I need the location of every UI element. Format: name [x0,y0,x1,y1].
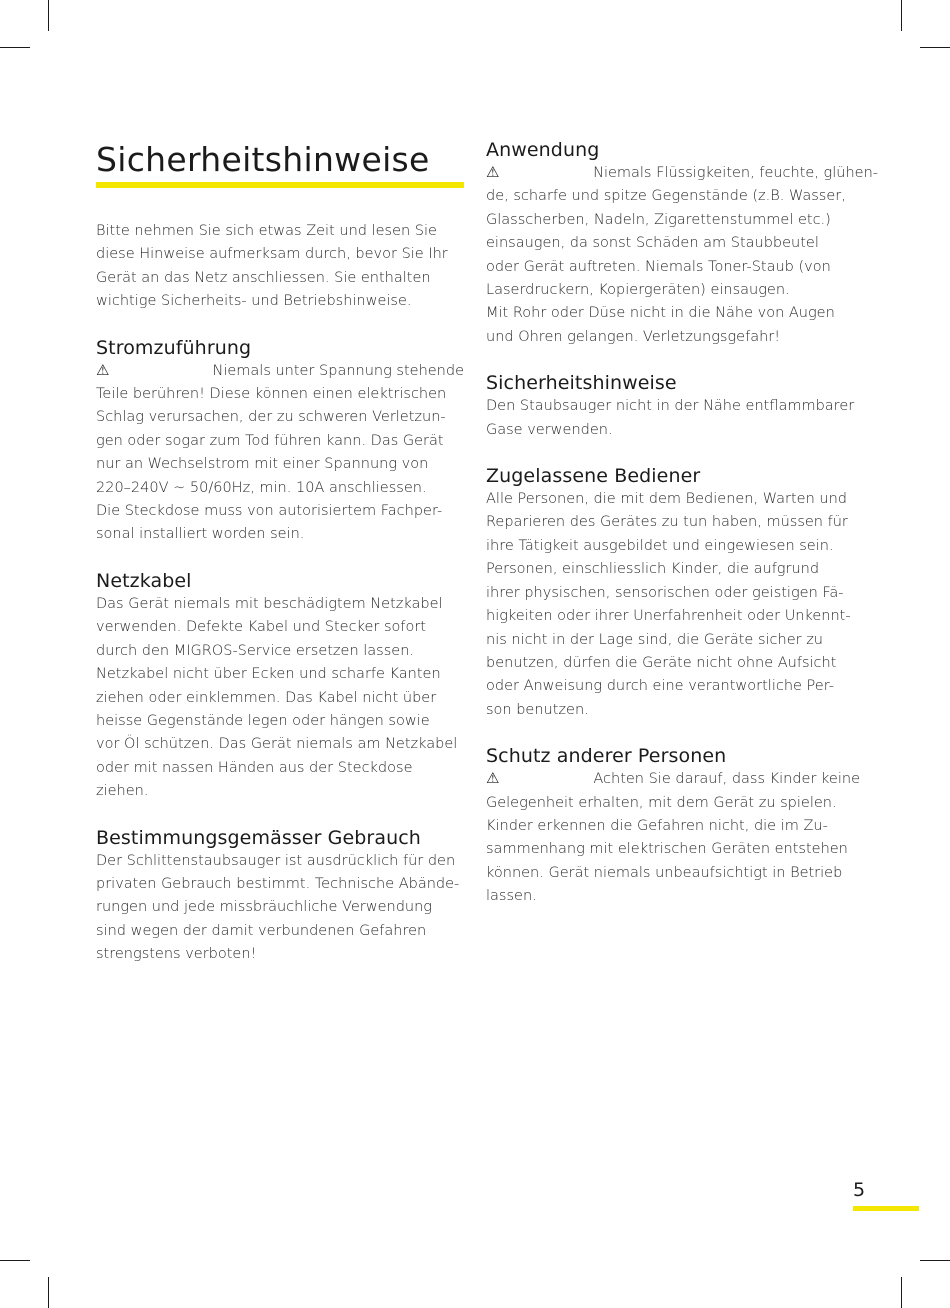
intro-paragraph: Bitte nehmen Sie sich etwas Zeit und lesen Sie diese Hinweise aufmerksam durch, bevor Sie Ihr Gerät an das Netz anschliessen. Sie enthalten wichtige Sicherheits- und Betriebshinweise. [96,223,448,310]
warning-line [486,768,878,791]
section-sicherheitshinweise [486,371,878,442]
left-column [96,138,464,967]
section-stromzufuehrung [96,336,464,547]
warning-text: Niemals unter Spannung stehende [212,362,464,379]
section-body: Der Schlittenstaubsauger ist ausdrücklich für den privaten Gebrauch bestimmt. Technische Abände- rungen und jede missbräuchliche Verwendung sind wegen der damit verbundenen Gefahren strengstens verboten! [96,852,460,963]
warning-text: Niemals Flüssigkeiten, feuchte, glühen- [593,165,878,181]
section-heading: Stromzuführung [96,336,252,359]
section-heading: Bestimmungsgemässer Gebrauch [96,826,421,849]
crop-mark-bottom-right-horizontal [920,1260,950,1261]
crop-mark-bottom-left-vertical [48,1277,49,1308]
warning-triangle-icon: ⚠ [486,769,500,788]
crop-mark-bottom-left-horizontal [0,1260,30,1261]
page-number-underline [853,1206,919,1211]
section-body: Das Gerät niemals mit beschädigtem Netzkabel verwenden. Defekte Kabel und Stecker sofort durch den MIGROS-Service ersetzen lassen. Netzkabel nicht über Ecken und scharfe Kanten ziehen oder einklemmen. Das Kabel nicht über heisse Gegenstände legen oder hängen sowie vor Öl schützen. Das Gerät niemals am Netzkabel oder mit nassen Händen aus der Steckdose ziehen. [96,595,458,800]
section-body: Den Staubsauger nicht in der Nähe entflammbarer Gase verwenden. [486,398,855,438]
warning-triangle-icon: ⚠ [96,360,110,379]
section-anwendung [486,138,878,349]
right-column [486,138,878,909]
crop-mark-top-left-vertical [48,0,49,31]
section-netzkabel [96,569,464,804]
title-underline [96,182,464,188]
section-body: Gelegenheit erhalten, mit dem Gerät zu spielen. Kinder erkennen die Gefahren nicht, die im Zu- sammenhang mit elektrischen Geräten entstehen können. Gerät niemals unbeaufsichtigt in Betrieb lassen. [486,794,848,905]
page-title: Sicherheitshinweise [96,140,430,179]
warning-line [486,162,878,185]
section-zugelassene-bediener [486,464,878,722]
section-heading: Netzkabel [96,569,192,592]
section-heading: Zugelassene Bediener [486,465,701,488]
section-heading: Anwendung [486,139,600,161]
section-bestimmungsgemaesser-gebrauch [96,826,464,967]
section-heading: Schutz anderer Personen [486,745,727,768]
section-body: Teile berühren! Diese können einen elektrischen Schlag verursachen, der zu schweren Verletzun- gen oder sogar zum Tod führen kann. Das Gerät nur an Wechselstrom mit einer Spannung von 220–240V ~ 50/60Hz, min. 10A anschliessen. Die Steckdose muss von autorisiertem Fachper- sonal installiert worden sein. [96,386,447,543]
section-heading: Sicherheitshinweise [486,372,677,395]
warning-triangle-icon: ⚠ [486,163,500,181]
crop-mark-top-right-vertical [901,0,902,31]
section-body: de, scharfe und spitze Gegenstände (z.B. Wasser, Glasscherben, Nadeln, Zigarettenstummel etc.) einsaugen, da sonst Schäden am Staubbeutel oder Gerät auftreten. Niemals Toner-Staub (von Laserdruckern, Kopiergeräten) einsaugen. Mit Rohr oder Düse nicht in die Nähe von Augen und Ohren gelangen. Verletzungsgefahr! [486,188,846,345]
crop-mark-top-left-horizontal [0,47,30,48]
page-number: 5 [853,1179,866,1201]
warning-line [96,360,464,383]
section-schutz-anderer-personen [486,744,878,908]
crop-mark-bottom-right-vertical [901,1277,902,1308]
crop-mark-top-right-horizontal [920,47,950,48]
warning-text: Achten Sie darauf, dass Kinder keine [593,771,860,788]
section-body: Alle Personen, die mit dem Bedienen, Warten und Reparieren des Gerätes zu tun haben, müssen für ihre Tätigkeit ausgebildet und eingewiesen sein. Personen, einschliesslich Kinder, die aufgrund ihrer physischen, sensorischen oder geistigen Fä- higkeiten oder ihrer Unerfahrenheit oder Unkennt- nis nicht in der Lage sind, die Geräte sicher zu benutzen, dürfen die Geräte nicht ohne Aufsicht oder Anweisung durch eine verantwortliche Per- son benutzen. [486,491,851,718]
